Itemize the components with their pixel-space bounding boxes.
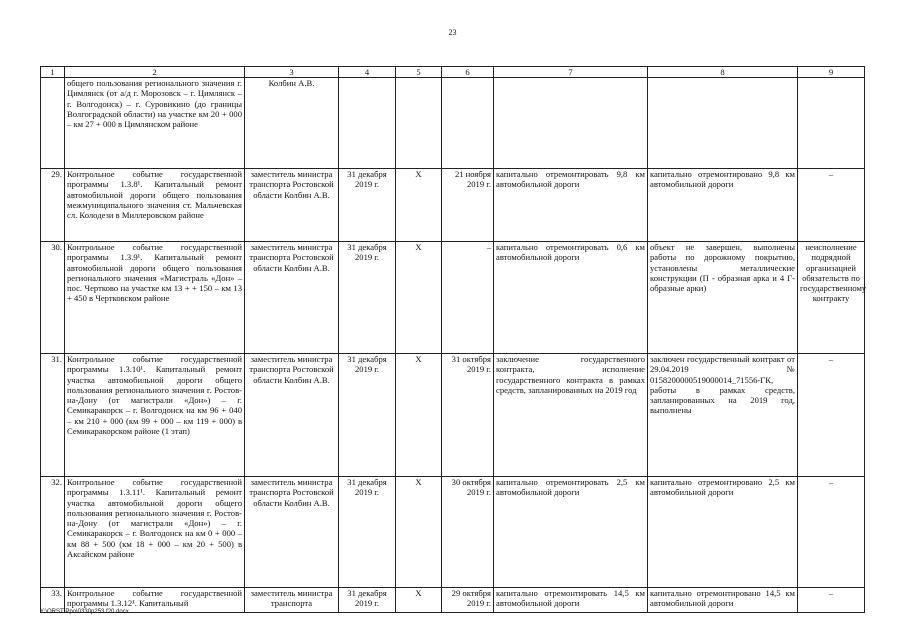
column-header: 8 [648, 67, 798, 78]
reason-cell: – [798, 477, 865, 588]
responsible-cell: заместитель министра транспорта [245, 588, 339, 613]
column-header: 7 [494, 67, 648, 78]
table-row [41, 354, 865, 477]
plan-date-cell: 31 декабря 2019 г. [339, 169, 396, 242]
x-cell: X [396, 477, 442, 588]
column-header: 5 [396, 67, 442, 78]
expected-result-cell [494, 78, 648, 169]
table-row [41, 477, 865, 588]
fact-date-cell: 29 октября 2019 г. [442, 588, 494, 613]
x-cell [396, 78, 442, 169]
row-number [41, 78, 65, 169]
responsible-cell: Колбин А.В. [245, 78, 339, 169]
plan-date-cell: 31 декабря 2019 г. [339, 242, 396, 354]
actual-result-cell: объект не завершен, выполнены работы по дорожному покрытию, установлены металлические конструкции (П - образная арка и 4 Г- образные арки) [648, 242, 798, 354]
responsible-cell: заместитель министра транспорта Ростовской области Колбин А.В. [245, 354, 339, 477]
plan-date-cell: 31 декабря 2019 г. [339, 477, 396, 588]
plan-date-cell [339, 78, 396, 169]
responsible-cell: заместитель министра транспорта Ростовской области Колбин А.В. [245, 477, 339, 588]
table-row [41, 78, 865, 169]
row-number: 29. [41, 169, 65, 242]
column-header: 2 [65, 67, 245, 78]
responsible-cell: заместитель министра транспорта Ростовской области Колбин А.В. [245, 169, 339, 242]
row-number: 32. [41, 477, 65, 588]
column-header: 6 [442, 67, 494, 78]
event-cell: Контрольное событие государственной программы 1.3.8¹. Капитальный ремонт автомобильной дороги общего пользования межмуниципального значения ст. Мальчевская сл. Колодези в Миллеровском районе [65, 169, 245, 242]
table-row [41, 242, 865, 354]
x-cell: X [396, 169, 442, 242]
x-cell: X [396, 354, 442, 477]
actual-result-cell: капитально отремонтировано 2,5 км автомобильной дороги [648, 477, 798, 588]
column-header: 4 [339, 67, 396, 78]
event-cell: Контрольное событие государственной программы 1.3.12¹. Капитальный [65, 588, 245, 613]
responsible-cell: заместитель министра транспорта Ростовской области Колбин А.В. [245, 242, 339, 354]
file-path-footer: Y:\ORST\Ppo\0330p253.f20.docx [40, 609, 129, 615]
row-number: 31. [41, 354, 65, 477]
fact-date-cell [442, 78, 494, 169]
fact-date-cell: – [442, 242, 494, 354]
expected-result-cell: капитально отремонтировать 14,5 км автомобильной дороги [494, 588, 648, 613]
reason-cell: – [798, 588, 865, 613]
actual-result-cell: заключен государственный контракт от 29.04.2019 № 0158200000519000014_71556-ГК, работы в рамках средств, запланированных на 2019 год, выполнены [648, 354, 798, 477]
reason-cell: – [798, 354, 865, 477]
x-cell: X [396, 242, 442, 354]
expected-result-cell: капитально отремонтировать 9,8 км автомобильной дороги [494, 169, 648, 242]
column-number-row [41, 67, 865, 78]
fact-date-cell: 30 октября 2019 г. [442, 477, 494, 588]
event-cell: Контрольное событие государственной программы 1.3.10¹. Капитальный ремонт участка автомобильной дороги общего пользования регионального значения г. Ростов-на-Дону (от магистрали «Дон») – г. Семикаракорск – г. Волгодонск на км 96 + 040 – км 210 + 000 (км 99 + 000 – км 119 + 000) в Семикаракорском районе (1 этап) [65, 354, 245, 477]
reason-cell: неисполнение подрядной организацией обязательств по государственному контракту [798, 242, 865, 354]
plan-date-cell: 31 декабря 2019 г. [339, 354, 396, 477]
actual-result-cell: капитально отремонтировано 9,8 км автомобильной дороги [648, 169, 798, 242]
event-cell: Контрольное событие государственной программы 1.3.11¹. Капитальный ремонт участка автомобильной дороги общего пользования регионального значения г. Ростов-на-Дону (от магистрали «Дон») – г. Семикаракорск – г. Волгодонск на км 0 + 000 – км 88 + 500 (км 18 + 000 – км 20 + 500) в Аксайском районе [65, 477, 245, 588]
expected-result-cell: заключение государственного контракта, исполнение государственного контракта в рамках средств, запланированных на 2019 год [494, 354, 648, 477]
row-number: 30. [41, 242, 65, 354]
column-header: 9 [798, 67, 865, 78]
actual-result-cell [648, 78, 798, 169]
event-cell: общего пользования регионального значения г. Цимлянск (от а/д г. Морозовск – г. Цимлянск – г. Волгодонск) – г. Суровикино (до границы Волгоградской области) на участке км 20 + 000 – км 27 + 000 в Цимлянском районе [65, 78, 245, 169]
table-row [41, 169, 865, 242]
expected-result-cell: капитально отремонтировать 0,6 км автомобильной дороги [494, 242, 648, 354]
fact-date-cell: 21 ноября 2019 г. [442, 169, 494, 242]
x-cell: X [396, 588, 442, 613]
column-header: 3 [245, 67, 339, 78]
reason-cell [798, 78, 865, 169]
row-number: 33. [41, 588, 65, 613]
plan-date-cell: 31 декабря 2019 г. [339, 588, 396, 613]
table-row [41, 588, 865, 613]
actual-result-cell: капитально отремонтировано 14,5 км автомобильной дороги [648, 588, 798, 613]
column-header: 1 [41, 67, 65, 78]
page-number: 23 [448, 28, 457, 37]
fact-date-cell: 31 октября 2019 г. [442, 354, 494, 477]
expected-result-cell: капитально отремонтировать 2,5 км автомобильной дороги [494, 477, 648, 588]
report-table [40, 66, 865, 613]
reason-cell: – [798, 169, 865, 242]
event-cell: Контрольное событие государственной программы 1.3.9¹. Капитальный ремонт автомобильной дороги общего пользования регионального значения «Магистраль «Дон» – пос. Чертково на участке км 13 + + 150 – км 13 + 450 в Чертковском районе [65, 242, 245, 354]
